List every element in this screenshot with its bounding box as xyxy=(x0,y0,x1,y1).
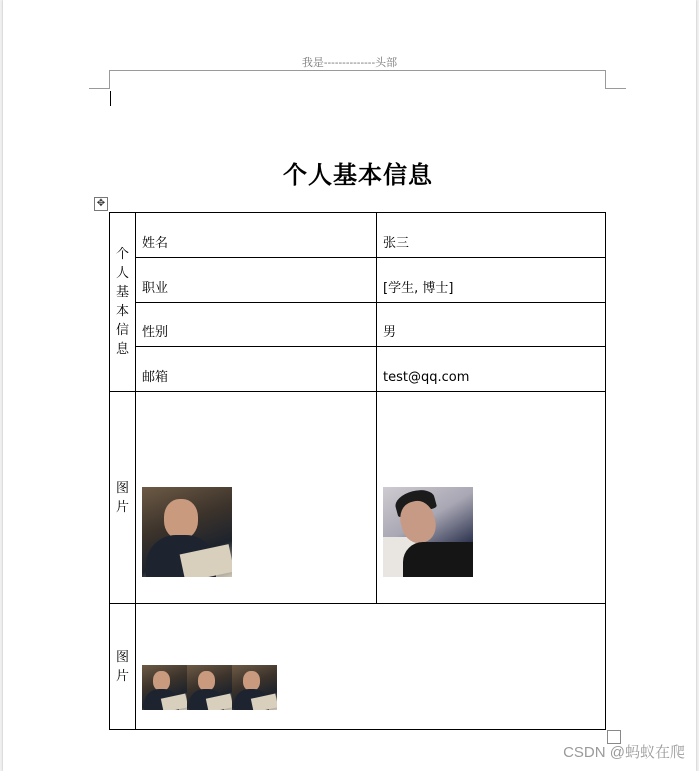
person-thumbnail[interactable] xyxy=(187,665,232,710)
header-divider xyxy=(109,70,606,71)
crop-mark-top-right-v xyxy=(605,70,606,89)
person-photo[interactable] xyxy=(383,487,473,577)
table-row xyxy=(110,347,606,392)
thumbnail-strip xyxy=(142,665,605,710)
section-label-pictures: 图片 xyxy=(110,604,136,730)
table-row xyxy=(110,258,606,303)
person-thumbnail[interactable] xyxy=(142,665,187,710)
info-table xyxy=(109,212,606,730)
table-row xyxy=(110,213,606,258)
field-label[interactable]: 邮箱 xyxy=(136,347,377,392)
crop-mark-top-left-v xyxy=(109,70,110,89)
photo-cell[interactable] xyxy=(377,392,606,604)
crop-mark-top-right-h xyxy=(606,88,626,89)
document-title: 个人基本信息 xyxy=(283,161,433,189)
page-header-text: 我是--------------头部 xyxy=(301,57,398,69)
crop-mark-top-left-h xyxy=(89,88,109,89)
photo-cell[interactable] xyxy=(136,392,377,604)
field-label[interactable]: 性别 xyxy=(136,303,377,347)
watermark: CSDN @蚂蚁在爬 xyxy=(563,744,685,761)
text-cursor xyxy=(110,91,111,106)
field-value[interactable]: test@qq.com xyxy=(377,347,606,392)
field-value[interactable]: [学生, 博士] xyxy=(377,258,606,303)
table-row xyxy=(110,392,606,604)
table-row xyxy=(110,303,606,347)
section-label-pictures: 图片 xyxy=(110,392,136,604)
move-arrows-icon[interactable]: ✥ xyxy=(94,197,108,211)
field-value[interactable]: 男 xyxy=(377,303,606,347)
person-thumbnail[interactable] xyxy=(232,665,277,710)
field-label[interactable]: 职业 xyxy=(136,258,377,303)
table-row xyxy=(110,604,606,730)
section-label-basic-info: 个人基本信息 xyxy=(110,213,136,392)
field-value[interactable]: 张三 xyxy=(377,213,606,258)
person-photo[interactable] xyxy=(142,487,232,577)
thumbnail-cell[interactable] xyxy=(136,604,606,730)
field-label[interactable]: 姓名 xyxy=(136,213,377,258)
